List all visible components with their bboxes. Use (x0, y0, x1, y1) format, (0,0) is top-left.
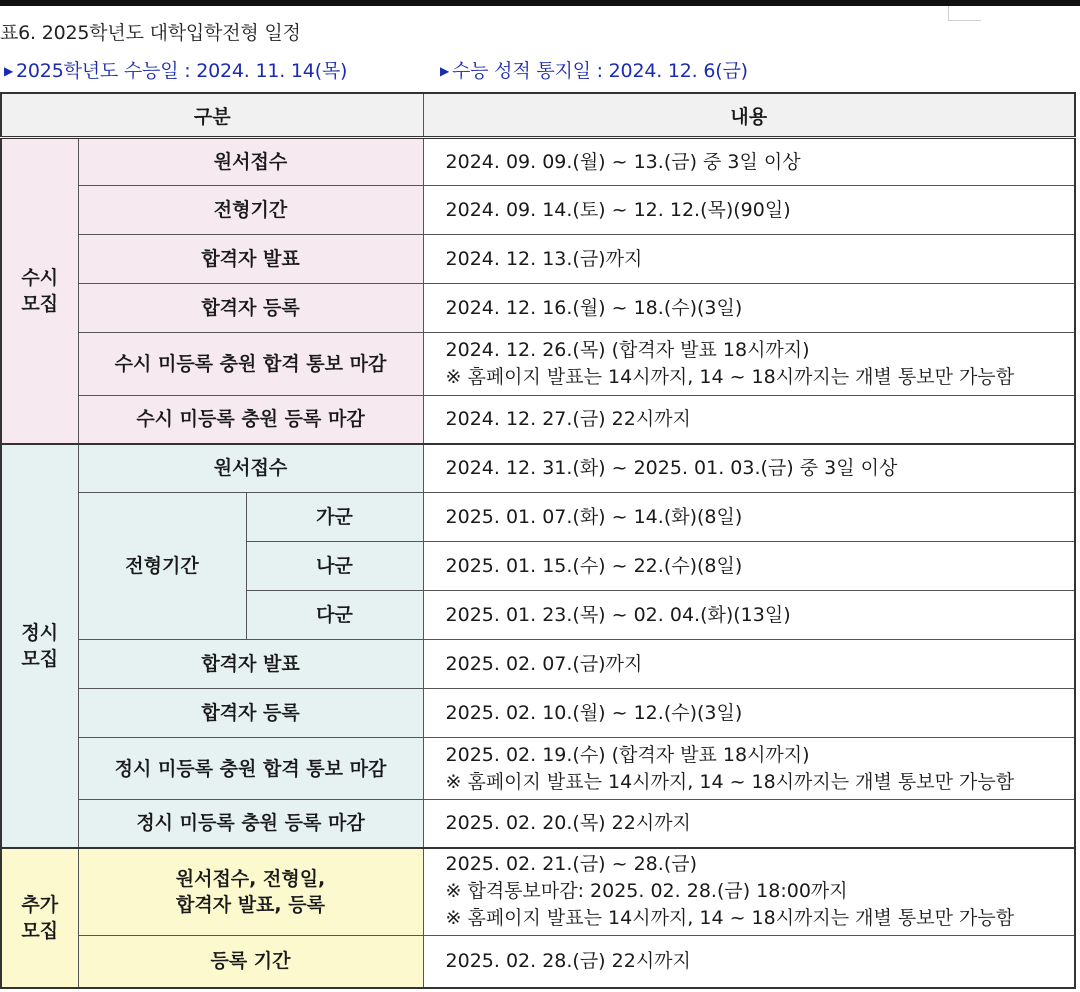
content-line: 2025. 02. 19.(수) (합격자 발표 18시까지) (445, 743, 810, 766)
table-row (1, 284, 1075, 333)
score-notice-line (440, 56, 748, 83)
table-row (1, 800, 1075, 848)
table-row (1, 444, 1075, 493)
content-note: ※ 합격통보마감: 2025. 02. 28.(금) 18:00까지 (445, 880, 848, 903)
group-jeongsi: 정시 모집 (1, 444, 78, 848)
row-content (423, 738, 1075, 800)
content-note: ※ 홈페이지 발표는 14시까지, 14 ~ 18시까지는 개별 통보만 가능함 (445, 770, 1015, 793)
row-content: 2024. 12. 27.(금) 22시까지 (423, 396, 1075, 444)
page-corner-mark (948, 6, 981, 21)
row-label: 정시 미등록 충원 등록 마감 (78, 800, 423, 848)
table-row (1, 235, 1075, 284)
row-content (423, 333, 1075, 396)
row-label: 수시 미등록 충원 합격 통보 마감 (78, 333, 423, 396)
label-line: 합격자 발표, 등록 (176, 893, 325, 916)
row-label: 합격자 발표 (78, 235, 423, 284)
table-row (1, 689, 1075, 738)
row-content: 2024. 12. 16.(월) ~ 18.(수)(3일) (423, 284, 1075, 333)
table-row (1, 738, 1075, 800)
row-content: 2025. 02. 20.(목) 22시까지 (423, 800, 1075, 848)
row-label: 정시 미등록 충원 합격 통보 마감 (78, 738, 423, 800)
row-content: 2025. 02. 10.(월) ~ 12.(수)(3일) (423, 689, 1075, 738)
row-content: 2024. 12. 13.(금)까지 (423, 235, 1075, 284)
row-content: 2024. 12. 31.(화) ~ 2025. 01. 03.(금) 중 3일 이상 (423, 444, 1075, 493)
top-bar (0, 0, 1080, 6)
row-label (78, 848, 423, 936)
row-label: 전형기간 (78, 186, 423, 235)
content-line: 2024. 12. 26.(목) (합격자 발표 18시까지) (445, 339, 810, 361)
row-label: 합격자 등록 (78, 284, 423, 333)
table-row (1, 333, 1075, 396)
period-group-label: 가군 (246, 493, 423, 542)
table-row (1, 396, 1075, 444)
header-category: 구분 (1, 93, 423, 138)
content-note: ※ 홈페이지 발표는 14시까지, 14 ~ 18시까지는 개별 통보만 가능함 (445, 907, 1015, 930)
content-line: 2025. 02. 21.(금) ~ 28.(금) (445, 853, 697, 876)
triangle-bullet-icon: ▶ (440, 64, 450, 78)
row-content: 2025. 01. 15.(수) ~ 22.(수)(8일) (423, 542, 1075, 591)
header-content: 내용 (423, 93, 1075, 138)
admission-schedule-table (0, 92, 1076, 989)
triangle-bullet-icon: ▶ (4, 64, 14, 78)
exam-date-line (4, 56, 347, 83)
row-content (423, 848, 1075, 936)
row-content: 2025. 01. 07.(화) ~ 14.(화)(8일) (423, 493, 1075, 542)
row-content: 2025. 02. 28.(금) 22시까지 (423, 936, 1075, 988)
row-content: 2024. 09. 14.(토) ~ 12. 12.(목)(90일) (423, 186, 1075, 235)
row-content: 2024. 09. 09.(월) ~ 13.(금) 중 3일 이상 (423, 138, 1075, 186)
row-label: 합격자 등록 (78, 689, 423, 738)
table-row (1, 186, 1075, 235)
table-row (1, 936, 1075, 988)
group-chuga: 추가 모집 (1, 848, 78, 988)
table-row (1, 138, 1075, 186)
row-label: 원서접수 (78, 138, 423, 186)
score-notice-text: 수능 성적 통지일 : 2024. 12. 6(금) (452, 60, 748, 82)
row-label: 원서접수 (78, 444, 423, 493)
row-label: 수시 미등록 충원 등록 마감 (78, 396, 423, 444)
table-row (1, 493, 1075, 542)
document-title: 표6. 2025학년도 대학입학전형 일정 (0, 22, 301, 44)
content-note: ※ 홈페이지 발표는 14시까지, 14 ~ 18시까지는 개별 통보만 가능함 (445, 366, 1015, 388)
period-group-label: 나군 (246, 542, 423, 591)
row-label: 등록 기간 (78, 936, 423, 988)
table-header-row (1, 93, 1075, 138)
table-row (1, 848, 1075, 936)
row-label: 합격자 발표 (78, 640, 423, 689)
row-content: 2025. 01. 23.(목) ~ 02. 04.(화)(13일) (423, 591, 1075, 640)
table-row (1, 640, 1075, 689)
period-group-label: 다군 (246, 591, 423, 640)
exam-date-text: 2025학년도 수능일 : 2024. 11. 14(목) (16, 60, 348, 82)
period-label: 전형기간 (78, 493, 246, 640)
label-line: 원서접수, 전형일, (175, 867, 326, 890)
group-susi: 수시 모집 (1, 138, 78, 444)
row-content: 2025. 02. 07.(금)까지 (423, 640, 1075, 689)
